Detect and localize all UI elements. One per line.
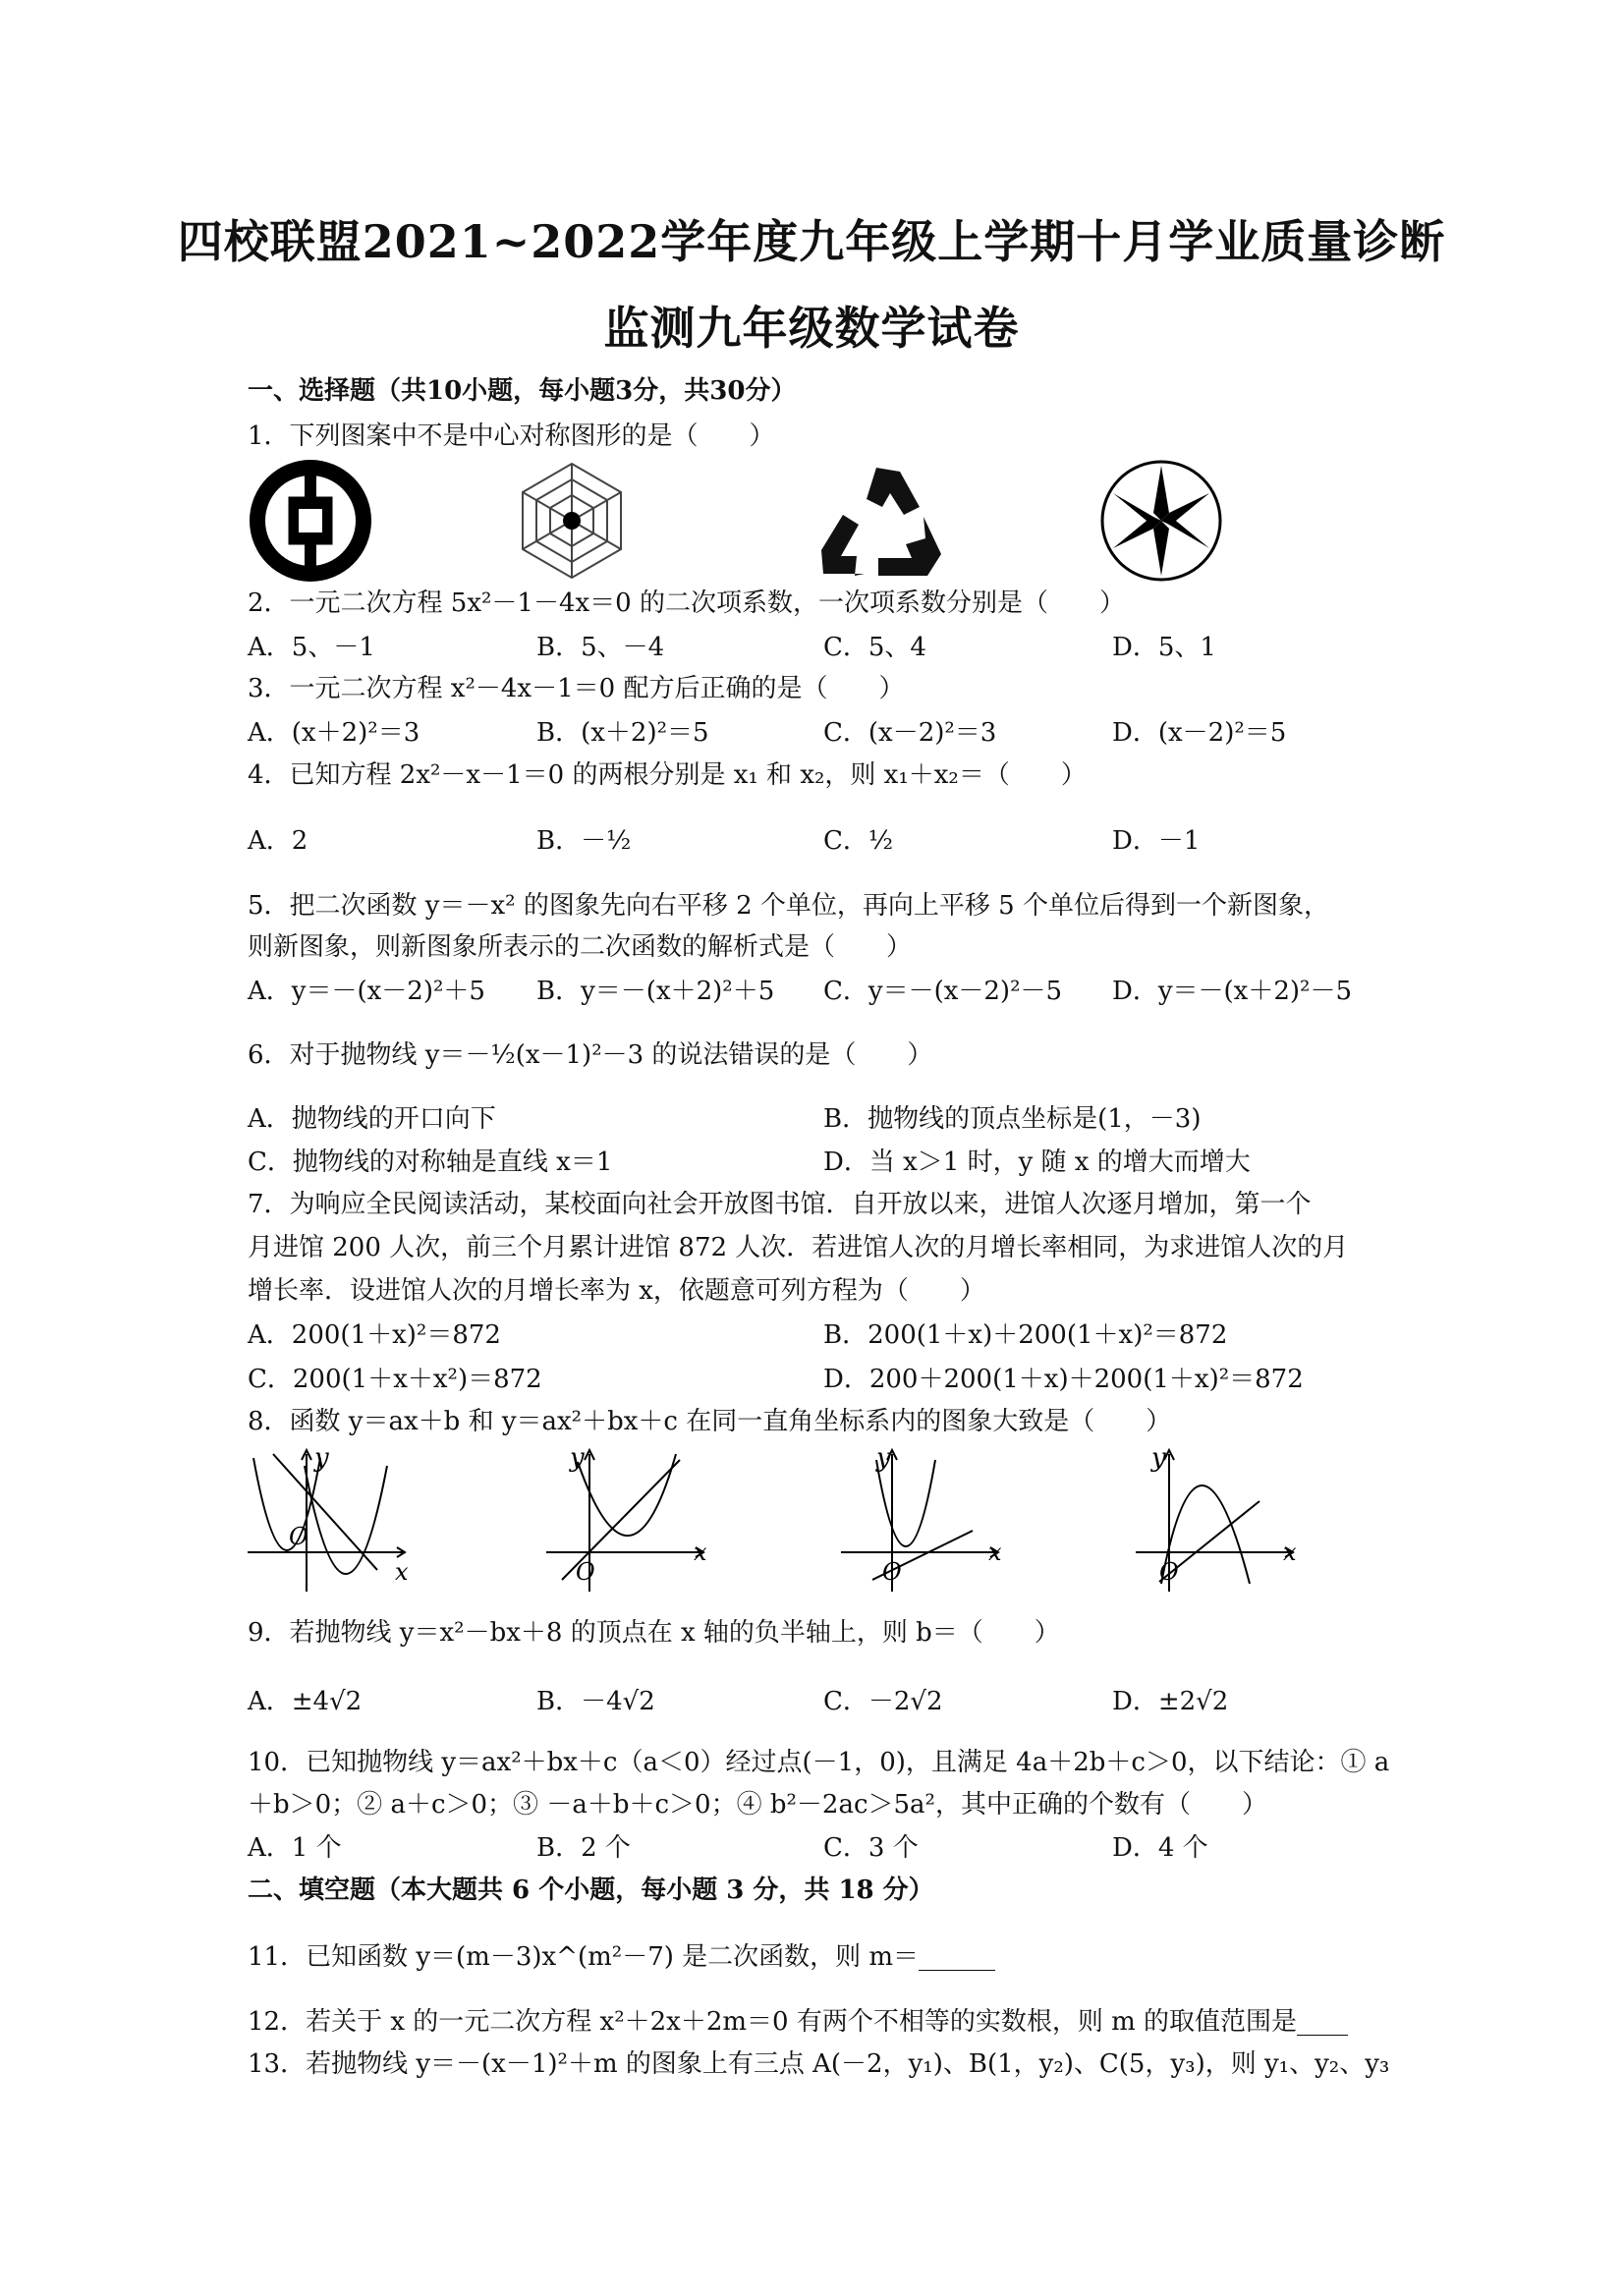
q10-option-b: B．2 个: [536, 1833, 631, 1863]
q6-option-a: A．抛物线的开口向下: [248, 1104, 496, 1134]
question-1: 1．下列图案中不是中心对称图形的是（ ）: [248, 421, 775, 451]
question-4: 4．已知方程 2x²－x－1＝0 的两根分别是 x₁ 和 x₂，则 x₁＋x₂＝（ ）: [248, 760, 1087, 790]
q8d-x-label: x: [1283, 1539, 1297, 1566]
q9-option-c: C．－2√2: [823, 1687, 943, 1716]
q6-option-c: C．抛物线的对称轴是直线 x＝1: [248, 1148, 613, 1177]
q10-option-c: C．3 个: [823, 1833, 919, 1863]
q5-option-d: D．y＝－(x＋2)²－5: [1112, 977, 1352, 1006]
q2-option-c: C．5、4: [823, 633, 926, 662]
question-10-line-1: 10．已知抛物线 y＝ax²＋bx＋c（a＜0）经过点(－1，0)，且满足 4a＋2b＋c＞0，以下结论：① a: [248, 1748, 1390, 1777]
question-10-line-2: ＋b＞0；② a＋c＞0；③ －a＋b＋c＞0；④ b²－2ac＞5a²，其中正确的个数有（ ）: [248, 1790, 1267, 1820]
q8b-origin-label: O: [576, 1558, 595, 1586]
q8d-y-label: y: [1151, 1446, 1166, 1473]
question-6: 6．对于抛物线 y＝－½(x－1)²－3 的说法错误的是（ ）: [248, 1040, 933, 1070]
question-5-line-1: 5．把二次函数 y＝－x² 的图象先向右平移 2 个单位，再向上平移 5 个单位后得到一个新图象，: [248, 891, 1329, 921]
q8a-x-label: x: [395, 1558, 409, 1586]
question-3: 3．一元二次方程 x²－4x－1＝0 配方后正确的是（ ）: [248, 674, 905, 703]
q8a-y-label: y: [314, 1446, 329, 1473]
q8-graph-c: [837, 1446, 1006, 1594]
q6-option-d: D．当 x＞1 时，y 随 x 的增大而增大: [823, 1148, 1251, 1177]
q6-option-b: B．抛物线的顶点坐标是(1，－3): [823, 1104, 1202, 1134]
question-9: 9．若抛物线 y＝x²－bx＋8 的顶点在 x 轴的负半轴上，则 b＝（ ）: [248, 1618, 1060, 1648]
q3-option-a: A．(x＋2)²＝3: [248, 718, 420, 748]
title-line-2: 监测九年级数学试卷: [603, 302, 1020, 355]
question-7-line-3: 增长率．设进馆人次的月增长率为 x，依题意可列方程为（ ）: [248, 1276, 985, 1306]
q5-option-a: A．y＝－(x－2)²＋5: [248, 977, 485, 1006]
star-medallion-icon: [1098, 458, 1224, 584]
q7-option-a: A．200(1＋x)²＝872: [248, 1320, 501, 1350]
q2-option-a: A．5、－1: [248, 633, 375, 662]
q3-option-d: D．(x－2)²＝5: [1112, 718, 1287, 748]
q5-option-b: B．y＝－(x＋2)²＋5: [536, 977, 775, 1006]
q5-option-c: C．y＝－(x－2)²－5: [823, 977, 1063, 1006]
q10-option-a: A．1 个: [248, 1833, 342, 1863]
question-13: 13．若抛物线 y＝－(x－1)²＋m 的图象上有三点 A(－2，y₁)、B(1，y₂)、C(5，y₃)，则 y₁、y₂、y₃: [248, 2049, 1390, 2079]
q8b-x-label: x: [694, 1539, 707, 1566]
bank-logo-icon: [248, 458, 373, 584]
q8c-y-label: y: [876, 1446, 891, 1473]
section-2-heading: 二、填空题（本大题共 6 个小题，每小题 3 分，共 18 分）: [248, 1876, 934, 1905]
q8c-origin-label: O: [882, 1558, 902, 1586]
q8-graph-d: [1132, 1446, 1301, 1594]
q2-option-d: D．5、1: [1112, 633, 1216, 662]
q7-option-d: D．200＋200(1＋x)＋200(1＋x)²＝872: [823, 1365, 1304, 1394]
q9-option-d: D．±2√2: [1112, 1687, 1229, 1716]
q10-option-d: D．4 个: [1112, 1833, 1208, 1863]
q7-option-c: C．200(1＋x＋x²)＝872: [248, 1365, 542, 1394]
question-2: 2．一元二次方程 5x²－1－4x＝0 的二次项系数，一次项系数分别是（ ）: [248, 588, 1125, 618]
hexagon-web-icon: [509, 458, 635, 584]
q9-option-b: B．－4√2: [536, 1687, 655, 1716]
q2-option-b: B．5、－4: [536, 633, 665, 662]
title-line-1: 四校联盟2021~2022学年度九年级上学期十月学业质量诊断: [177, 215, 1446, 268]
q4-option-b: B．－½: [536, 826, 632, 856]
q4-option-c: C．½: [823, 826, 894, 856]
q3-option-c: C．(x－2)²＝3: [823, 718, 997, 748]
q9-option-a: A．±4√2: [248, 1687, 363, 1716]
q8-graph-a: [244, 1446, 413, 1594]
question-11: 11．已知函数 y＝(m－3)x^(m²－7) 是二次函数，则 m＝______: [248, 1942, 996, 1972]
question-7-line-2: 月进馆 200 人次，前三个月累计进馆 872 人次．若进馆人次的月增长率相同，为求进馆人次的月: [248, 1233, 1349, 1262]
q4-option-a: A．2: [248, 826, 308, 856]
recycle-icon: [817, 464, 945, 582]
q3-option-b: B．(x＋2)²＝5: [536, 718, 709, 748]
q8b-y-label: y: [570, 1446, 585, 1473]
q8d-origin-label: O: [1159, 1558, 1179, 1586]
question-8: 8．函数 y＝ax＋b 和 y＝ax²＋bx＋c 在同一直角坐标系内的图象大致是（ ）: [248, 1407, 1172, 1436]
question-12: 12．若关于 x 的一元二次方程 x²＋2x＋2m＝0 有两个不相等的实数根，则 m 的取值范围是____: [248, 2007, 1349, 2037]
q8c-x-label: x: [988, 1539, 1002, 1566]
q7-option-b: B．200(1＋x)＋200(1＋x)²＝872: [823, 1320, 1228, 1350]
q8-graph-b: [542, 1446, 711, 1594]
q4-option-d: D．－1: [1112, 826, 1201, 856]
q8a-origin-label: O: [289, 1523, 308, 1550]
question-7-line-1: 7．为响应全民阅读活动，某校面向社会开放图书馆．自开放以来，进馆人次逐月增加，第一个: [248, 1190, 1312, 1219]
question-5-line-2: 则新图象，则新图象所表示的二次函数的解析式是（ ）: [248, 932, 913, 962]
section-1-heading: 一、选择题（共10小题，每小题3分，共30分）: [248, 376, 797, 406]
